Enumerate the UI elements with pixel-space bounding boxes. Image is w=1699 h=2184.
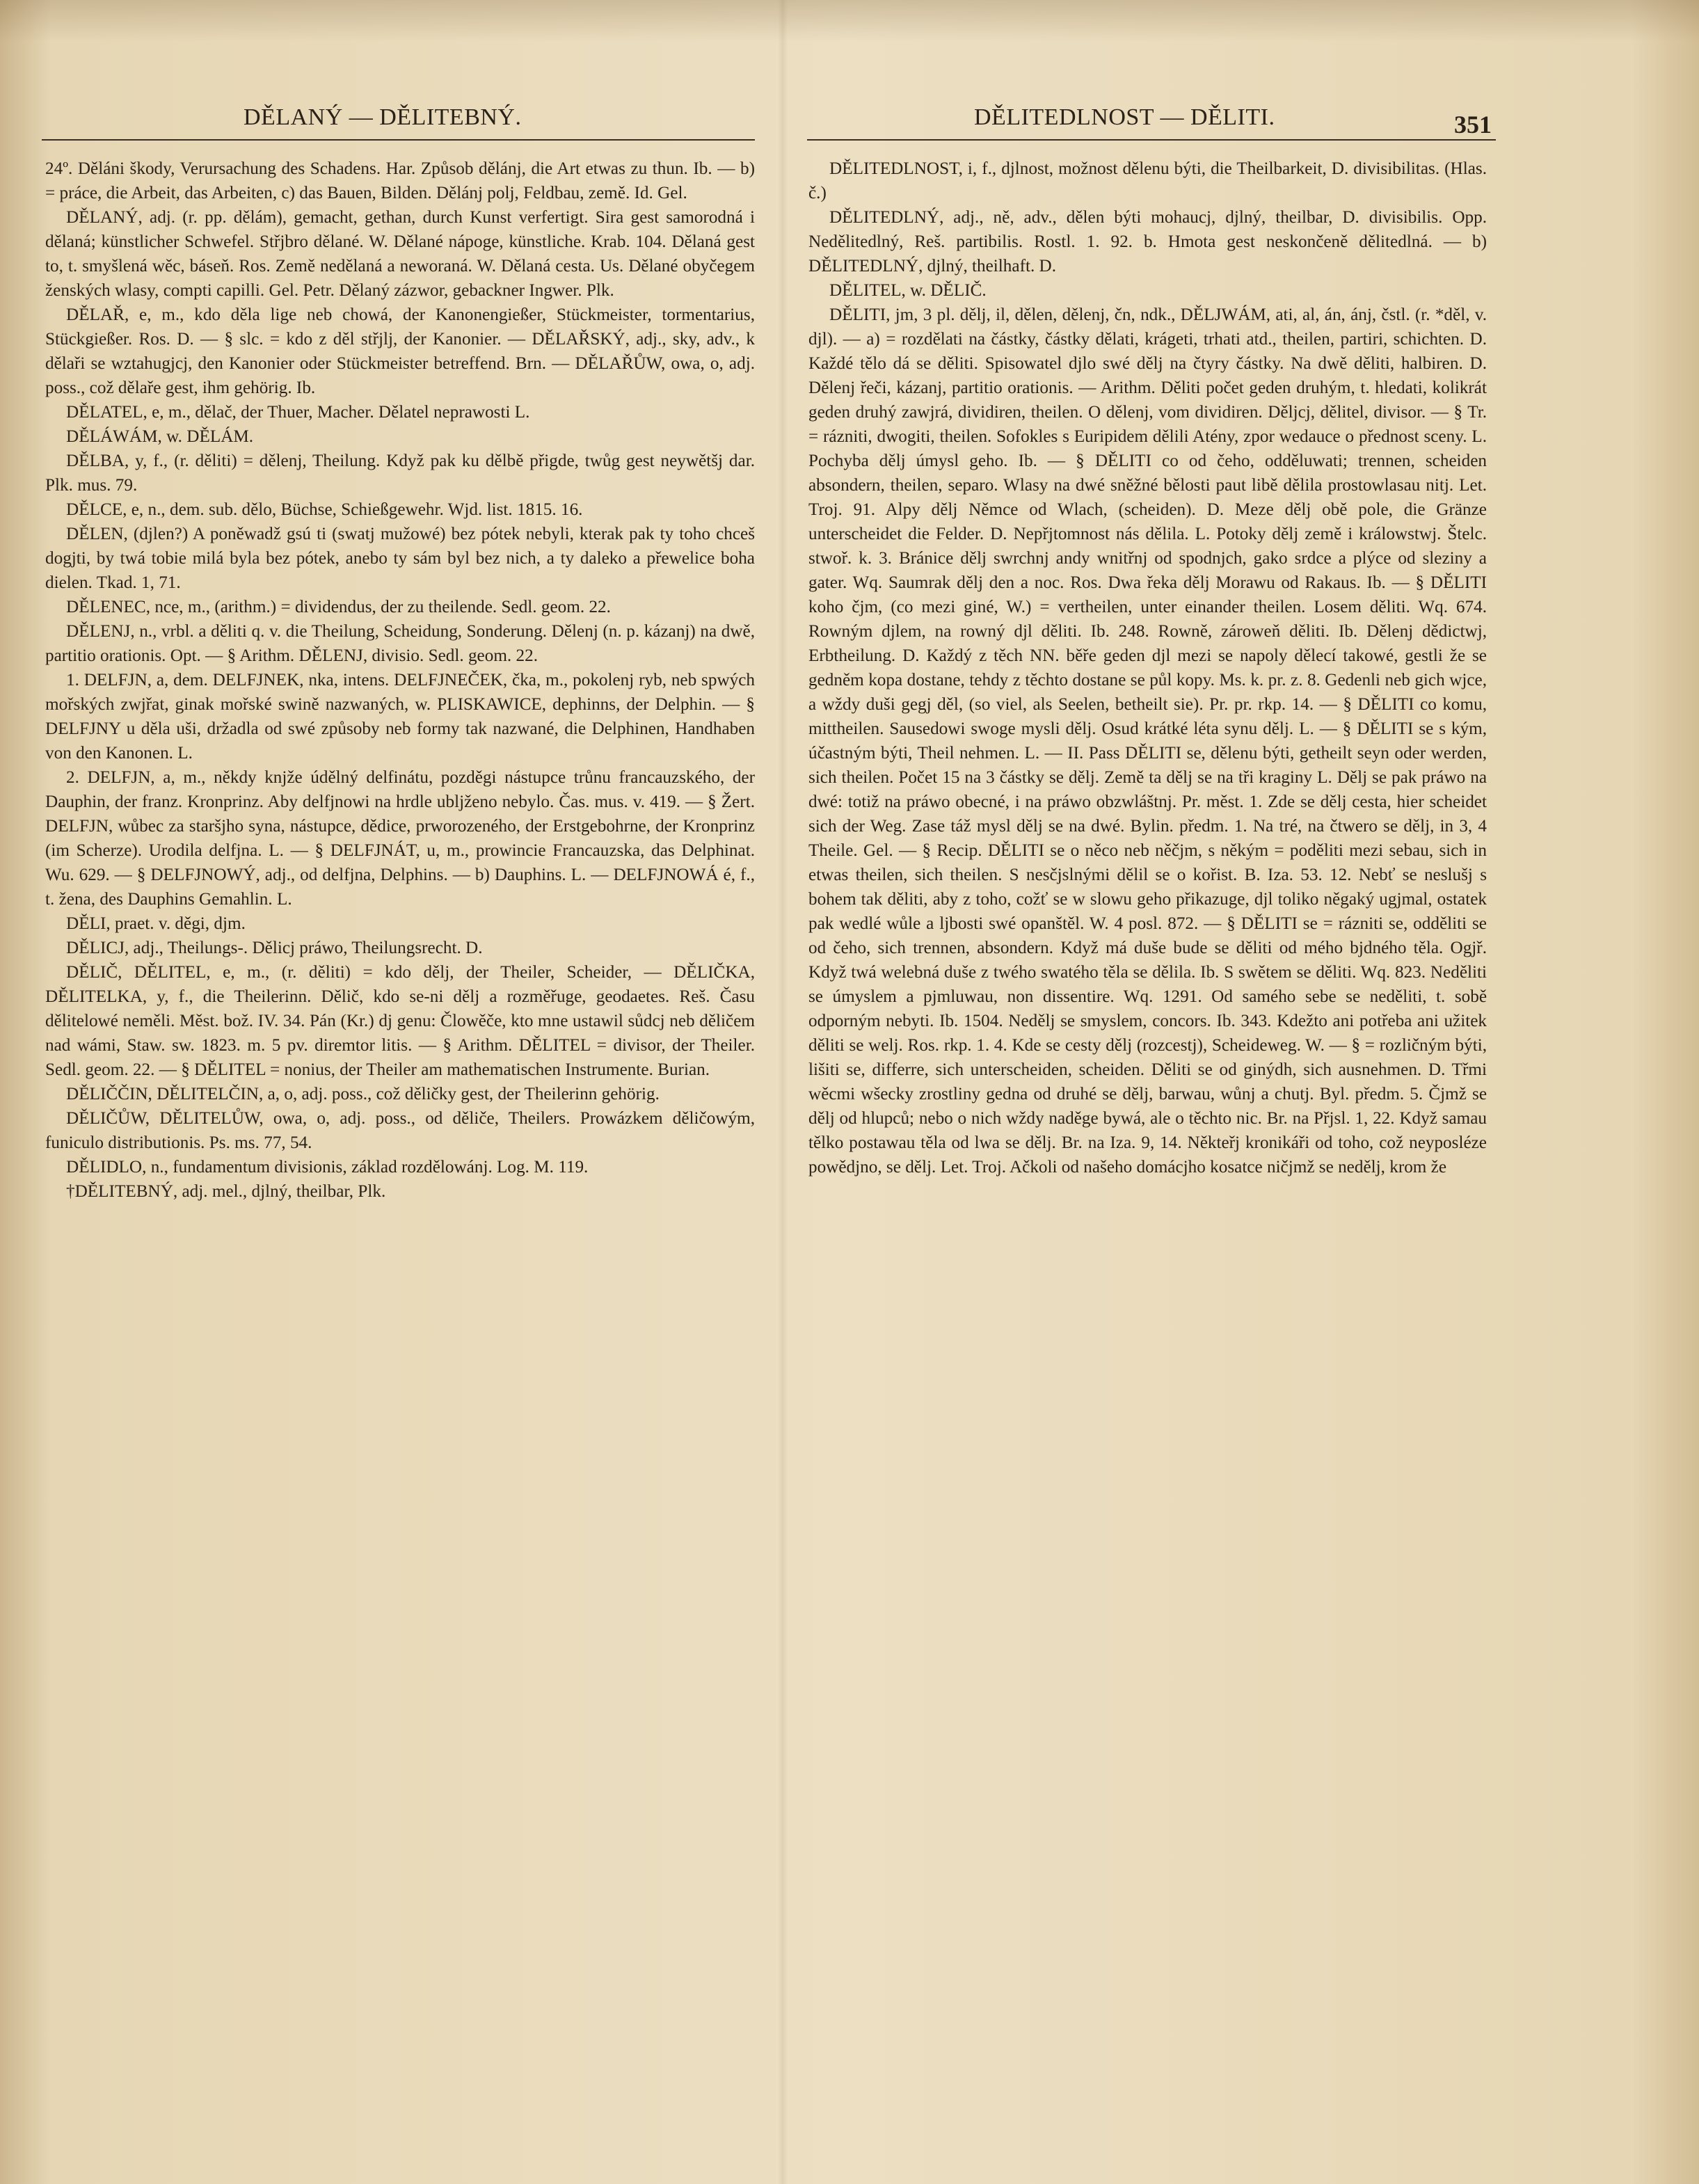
entry-paragraph: DĚLCE, e, n., dem. sub. dělo, Büchse, Schießgewehr. Wjd. list. 1815. 16.	[66, 500, 583, 519]
entry-paragraph: DĚLITEDLNÝ, adj., ně, adv., dělen býti mohaucj, djlný, theilbar, D. divisibilis. Opp. Nedělitedlný, Reš. partibilis. Rostl. 1. 92. b. Hmota gest neskončeně dělitedlná. — b) DĚLITEDLNÝ, djlný, theilhaft. D.	[808, 208, 1487, 276]
header-right: DĚLITEDLNOST — DĚLITI.	[974, 104, 1275, 130]
entry-paragraph: DĚLICJ, adj., Theilungs-. Dělicj práwo, Theilungsrecht. D.	[66, 939, 483, 957]
entry-paragraph: DĚLIČ, DĚLITEL, e, m., (r. děliti) = kdo dělj, der Theiler, Scheider, — DĚLIČKA, DĚLITELKA, y, f., die Theilerinn. Dělič, kdo se-ni dělj a rozměřuge, geodaetes. Reš. Času dělitelowé neměli. Měst. bož. IV. 34. Pán (Kr.) dj genu: Člowěče, kto mne ustawil sůdcj neb děličem nad wámi, Staw. sw. 1823. m. 5 pv. diremtor litis. — § Arithm. DĚLITEL = divisor, der Theiler. Sedl. geom. 22. — § DĚLITEL = nonius, der Theiler am mathematischen Instrumente. Burian.	[45, 963, 755, 1079]
gutter	[778, 0, 788, 2184]
entry-paragraph: DĚLBA, y, f., (r. děliti) = dělenj, Theilung. Když pak ku dělbě přigde, twůg gest neywětšj dar. Plk. mus. 79.	[45, 452, 755, 495]
entry-paragraph: 24º. Děláni škody, Verursachung des Schadens. Har. Způsob dělánj, die Art etwas zu thun. Ib. — b) = práce, die Arbeit, das Arbeiten, c) das Bauen, Bilden. Dělánj polj, Feldbau, země. Id. Gel.	[45, 159, 755, 202]
entry-paragraph: DĚLIČČIN, DĚLITELČIN, a, o, adj. poss., což děličky gest, der Theilerinn gehörig.	[66, 1085, 660, 1103]
page-number: 351	[1454, 111, 1492, 138]
entry-paragraph: DĚLÁWÁM, w. DĚLÁM.	[66, 427, 254, 446]
entry-paragraph: DĚLI, praet. v. děgi, djm.	[66, 914, 246, 933]
entry-paragraph: 1. DELFJN, a, dem. DELFJNEK, nka, intens. DELFJNEČEK, čka, m., pokolenj ryb, neb spwých mořských zwjřat, ginak mořské swině nazwaných, w. PLISKAWICE, dephinns, der Delphin. — § DELFJNY u děla uši, držadla od swé způsoby neb formy tak nazwané, die Delphinen, Handhaben von den Kanonen. L.	[45, 671, 755, 763]
entry-paragraph: DĚLITI, jm, 3 pl. dělj, il, dělen, dělenj, čn, ndk., DĚLJWÁM, ati, al, án, ánj, čstl. (r. *děl, v. djl). — a) = rozdělati na částky, částky dělati, krágeti, trhati atd., theilen, partiri, schichten. D. Každé tělo dá se děliti. Spisowatel djlo swé dělj na čtyry částky. Na dwě děliti, halbiren. D. Dělenj řeči, kázanj, partitio orationis. — Arithm. Děliti počet geden druhým, t. hledati, kolikrát geden druhý zawjrá, dividiren, theilen. O dělenj, vom dividiren. Děljcj, dělitel, divisor. — § Tr. = rázniti, dwogiti, theilen. Sofokles s Euripidem dělili Atény, zpor wedauce o přednost sceny. L. Pochyba dělj úmysl geho. Ib. — § DĚLITI co od čeho, odděluwati; trennen, scheiden absondern, theilen, separo. Wlasy na dwé sněžné bělosti paut libě dělila prostowlasau nitj. Let. Troj. 91. Alpy dělj Němce od Wlach, (scheiden). D. Meze dělj obě pole, die Gränze unterscheidet die Felder. D. Nepřjtomnost nás dělila. L. Potoky dělj země i králowstwj. Štelc. stwoř. k. 3. Bránice dělj swrchnj andy wnitřnj od spodnjch, gako srdce a plýce od sleziny a gater. Wq. Saumrak dělj den a noc. Ros. Dwa řeka dělj Morawu od Rakaus. Ib. — § DĚLITI koho čjm, (co mezi giné, W.) = vertheilen, unter einander theilen. Losem děliti. Wq. 674. Rowným djlem, na rowný djl děliti. Ib. 248. Rowně, zároweň děliti. Ib. Dělenj dědictwj, Erbtheilung. D. Každý z těch NN. běře geden djl mezi se napoly dělecí takowé, gestli že se gedněm kopa dostane, tehdy z těchto dostane se půl kopy. Ms. k. pr. z. 8. Gedenli neb gich wjce, a wždy duši gegj děl, (so viel, als Seelen, betheilt sie). Pr. pr. rkp. 14. — § DĚLITI co komu, mittheilen. Sausedowi swoge mysli dělj. Osud krátké léta synu dělj. L. — § DĚLITI se s kým, účastným býti, Theil nehmen. L. — II. Pass DĚLITI se, dělenu býti, getheilt seyn oder werden, sich theilen. Počet 15 na 3 částky se dělj. Země ta dělj se na tři kraginy L. Dělj se pak práwo na dwé: totiž na práwo obecné, i na práwo obzwláštnj. Pr. měst. 1. Zde se dělj cesta, hier scheidet sich der Weg. Zase táž mysl dělj se na dwé. Bylin. předm. 1. Na tré, na čtwero se dělj, in 3, 4 Theile. Gel. — § Recip. DĚLITI se o něco neb něčjm, s někým = poděliti mezi sebau, sich in etwas theilen, sich theilen. S nesčjslnými dělil se o kořist. B. Iza. 53. 12. Nebť se neslušj s bohem tak děliti, aby z toho, cožť se w slowu geho přikazuge, djl toliko něgaký ugjmal, ostatek pak wedlé wůle a ljbosti swé opanštěl. W. 4 posl. 872. — § DĚLITI se = rázniti se, odděliti se od čeho, sich trennen, absondern. Když má duše bude se děliti od mého bjdného těla. Ogjř. Když twá welebná duše z twého swatého těla se dělila. Ib. S swětem se děliti. Wq. 823. Neděliti se úmyslem a pjmluwau, non dissentire. Wq. 1291. Od samého sebe se neděliti, t. sobě odporným nebyti. Ib. 1504. Nedělj se smyslem, concors. Ib. 343. Kdežto ani potřeba ani užitek děliti se welj. Ros. rkp. 1. 4. Kde se cesty dělj (rozcestj), Scheideweg. W. — § = rozličným býti, lišiti se, differre, sich unterscheiden, scheiden. Děliti se od ginýdh, sich ausnehmen. D. Třmi wěcmi wšecky zrostliny gedna od druhé se dělj, barwau, wůnj a chutj. Byl. předm. 5. Čjmž se dělj od hlupců; nebo o nich wždy naděge bywá, ale o těchto nic. Br. na Přjsl. 1, 22. Když samau tělko postawau těla od lwa se dělj. Br. na Iza. 9, 14. Někteřj kronikáři od toho, což neyposléze powědjno, se dělj. Let. Troj. Ačkoli od našeho domácjho kosatce ničjmž se nedělj, krom že	[808, 305, 1487, 1177]
header-rule-right	[807, 139, 1496, 141]
entry-paragraph: 2. DELFJN, a, m., někdy knjže údělný delfinátu, pozděgi nástupce trůnu francauzského, der Dauphin, der franz. Kronprinz. Aby delfjnowi na hrdle ubljženo nebylo. Čas. mus. v. 419. — § Žert. DELFJN, wůbec za staršjho syna, nástupce, dědice, prworozeného, der Erstgebohrne, der Kronprinz (im Scherze). Urodila delfjna. L. — § DELFJNÁT, u, m., prowincie Francauzska, das Delphinat. Wu. 629. — § DELFJNOWÝ, adj., od delfjna, Delphins. — b) Dauphins. L. — DELFJNOWÁ é, f., t. žena, des Dauphins Gemahlin. L.	[45, 768, 755, 909]
right-column	[808, 157, 1487, 1179]
header-rule-left	[42, 139, 755, 141]
entry-paragraph: DĚLIDLO, n., fundamentum divisionis, základ rozdělowánj. Log. M. 119.	[66, 1158, 589, 1177]
entry-paragraph: DĚLENJ, n., vrbl. a děliti q. v. die Theilung, Scheidung, Sonderung. Dělenj (n. p. kázanj) na dwě, partitio orationis. Opt. — § Arithm. DĚLENJ, divisio. Sedl. geom. 22.	[45, 622, 755, 665]
header-left: DĚLANÝ — DĚLITEBNÝ.	[244, 104, 522, 130]
entry-paragraph: †DĚLITEBNÝ, adj. mel., djlný, theilbar, Plk.	[66, 1182, 386, 1201]
entry-paragraph: DĚLEN, (djlen?) A poněwadž gsú ti (swatj mužowé) bez pótek nebyli, kterak pak ty toho chceš dogjti, by twá tobie milá byla bez pótek, anebo ty sám byl bez nich, a ty daleko a přewelice boha dielen. Tkad. 1, 71.	[45, 525, 755, 592]
entry-paragraph: DĚLITEDLNOST, i, f., djlnost, možnost dělenu býti, die Theilbarkeit, D. divisibilitas. (Hlas. č.)	[808, 159, 1487, 202]
entry-paragraph: DĚLAŘ, e, m., kdo děla lige neb chowá, der Kanonengießer, Stückmeister, tormentarius, Stückgießer. Ros. D. — § slc. = kdo z děl střjlj, der Kanonier. — DĚLAŘSKÝ, adj., sky, adv., k dělaři se wztahugjcj, den Kanonier oder Stückmeister betreffend. Brn. — DĚLAŘŮW, owa, o, adj. poss., což dělaře gest, ihm gehörig. Ib.	[45, 305, 755, 397]
entry-paragraph: DĚLANÝ, adj. (r. pp. dělám), gemacht, gethan, durch Kunst verfertigt. Sira gest samorodná i dělaná; künstlicher Schwefel. Střjbro dělané. W. Dělané nápoge, künstliche. Krab. 104. Dělaná gest to, t. smyšlená wěc, báseň. Ros. Země nedělaná a neworaná. W. Dělaná cesta. Us. Dělané obyčegem ženských wlasy, compti capilli. Gel. Petr. Dělaný zázwor, gebackner Ingwer. Plk.	[45, 208, 755, 300]
entry-paragraph: DĚLITEL, w. DĚLIČ.	[829, 281, 987, 300]
entry-paragraph: DĚLATEL, e, m., dělač, der Thuer, Macher. Dělatel neprawosti L.	[66, 403, 530, 422]
left-column	[45, 157, 755, 1204]
entry-paragraph: DĚLENEC, nce, m., (arithm.) = dividendus, der zu theilende. Sedl. geom. 22.	[66, 598, 611, 616]
entry-paragraph: DĚLIČŮW, DĚLITELŮW, owa, o, adj. poss., od děliče, Theilers. Prowázkem děličowým, funiculo distributionis. Ps. ms. 77, 54.	[45, 1109, 755, 1152]
